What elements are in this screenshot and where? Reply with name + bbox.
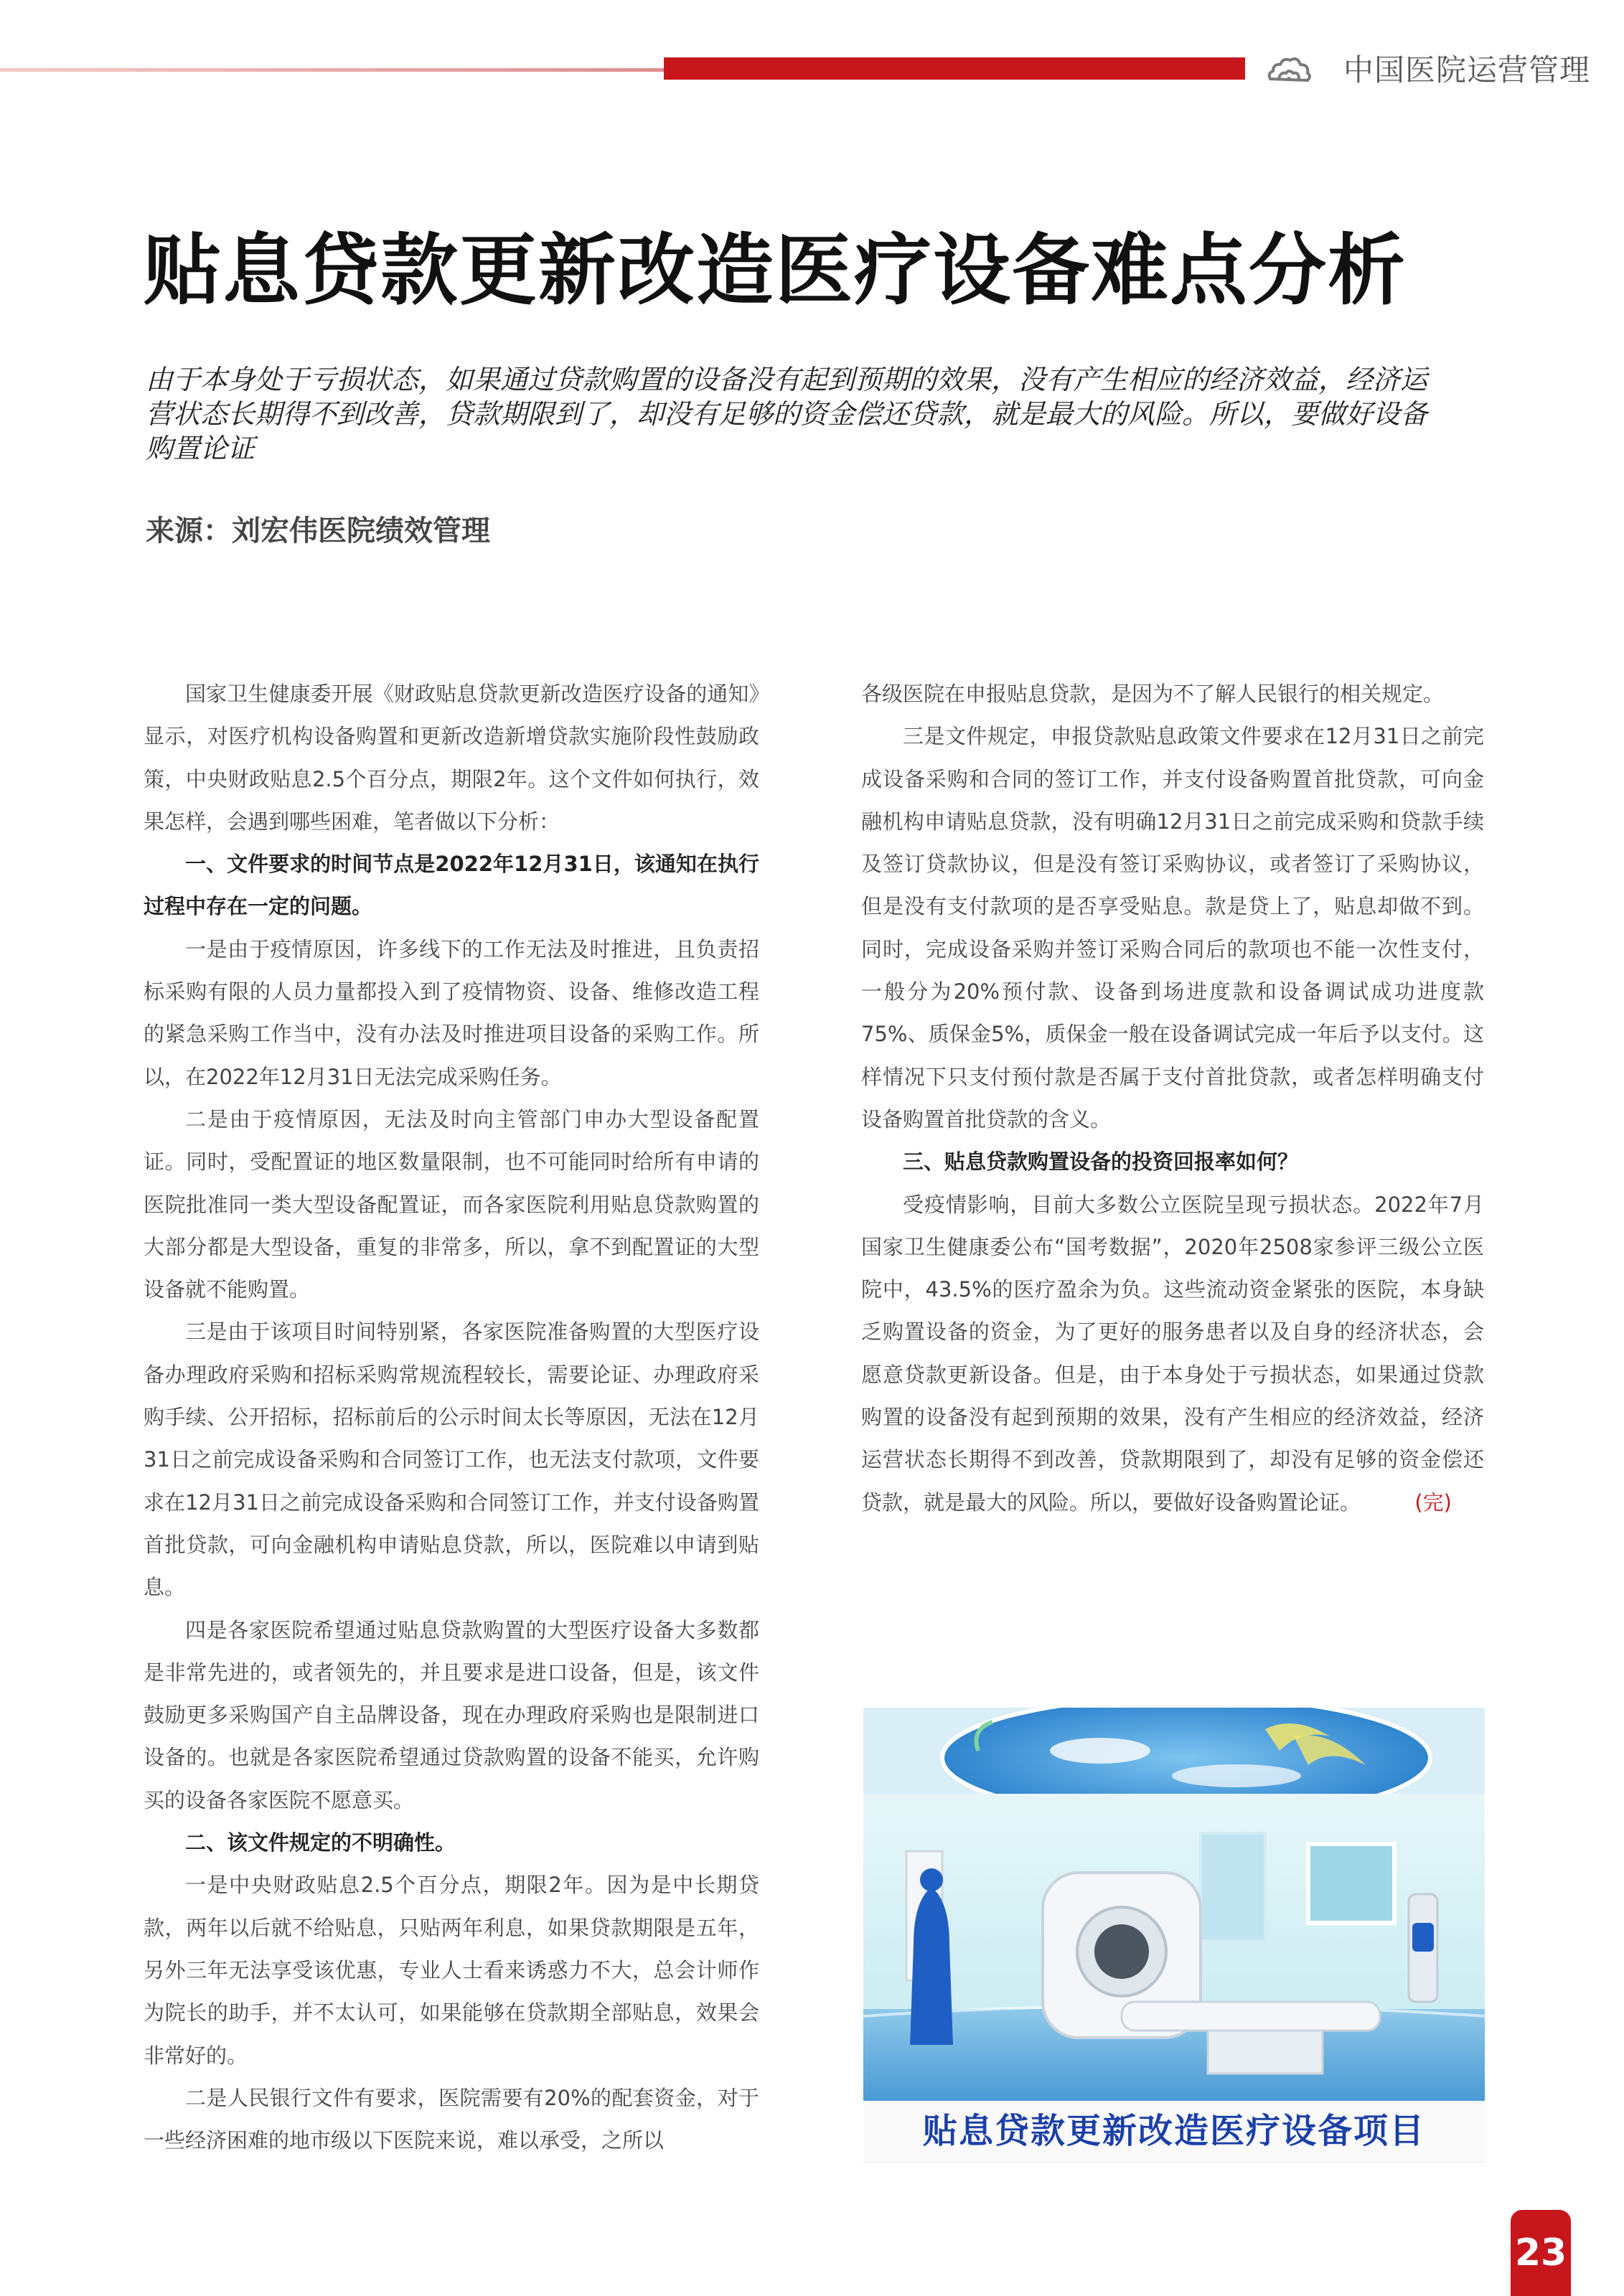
article-source: 来源：刘宏伟医院绩效管理 (146, 514, 490, 547)
end-mark: (完) (1414, 1490, 1452, 1515)
body-column-left (144, 673, 759, 2162)
body-paragraph: 二是人民银行文件有要求，医院需要有20%的配套资金，对于一些经济困难的地市级以下医院来说，难以承受，之所以 (144, 2085, 759, 2153)
header-rule-thin (0, 68, 664, 72)
body-paragraph: 一是由于疫情原因，许多线下的工作无法及时推进，且负责招标采购有限的人员力量都投入到了疫情物资、设备、维修改造工程的紧急采购工作当中，没有办法及时推进项目设备的采购工作。所以，在2022年12月31日无法完成采购任务。 (144, 936, 759, 1089)
body-column-right (861, 673, 1484, 1524)
journal-logo-icon (1264, 52, 1313, 86)
body-paragraph-text: 受疫情影响，目前大多数公立医院呈现亏损状态。2022年7月国家卫生健康委公布“国考数据”，2020年2508家参评三级公立医院中，43.5%的医疗盈余为负。这些流动资金紧张的医院，本身缺乏购置设备的资金，为了更好的服务患者以及自身的经济状态，会愿意贷款更新设备。但是，由于本身处于亏损状态，如果通过贷款购置的设备没有起到预期的效果，没有产生相应的经济效益，经济运营状态长期得不到改善，贷款期限到了，却没有足够的资金偿还贷款，就是最大的风险。所以，要做好设备购置论证。 (861, 1192, 1484, 1515)
article-title: 贴息贷款更新改造医疗设备难点分析 (144, 226, 1407, 316)
ct-room-photo (863, 1708, 1485, 2101)
body-paragraph: 二是由于疫情原因，无法及时向主管部门申办大型设备配置证。同时，受配置证的地区数量限制，也不可能同时给所有申请的医院批准同一类大型设备配置证，而各家医院利用贴息贷款购置的大部分都是大型设备，重复的非常多，所以，拿不到配置证的大型设备就不能购置。 (144, 1106, 759, 1302)
body-paragraph: 国家卫生健康委开展《财政贴息贷款更新改造医疗设备的通知》显示，对医疗机构设备购置和更新改造新增贷款实施阶段性鼓励政策，中央财政贴息2.5个百分点，期限2年。这个文件如何执行，效果怎样，会遇到哪些困难，笔者做以下分析： (144, 682, 759, 834)
section-heading: 二、该文件规定的不明确性。 (185, 1830, 456, 1855)
figure-caption-band (863, 2101, 1485, 2163)
article-lead: 由于本身处于亏损状态，如果通过贷款购置的设备没有起到预期的效果，没有产生相应的经济效益，经济运营状态长期得不到改善，贷款期限到了，却没有足够的资金偿还贷款，就是最大的风险。所以，要做好设备购置论证 (146, 364, 1428, 464)
body-paragraph (861, 1184, 1484, 1524)
header-rule-red (664, 57, 1245, 80)
body-paragraph: 三是文件规定，申报贷款贴息政策文件要求在12月31日之前完成设备采购和合同的签订工作，并支付设备购置首批贷款，可向金融机构申请贴息贷款，没有明确12月31日之前完成采购和贷款手续及签订贷款协议，但是没有签订采购协议，或者签订了采购协议，但是没有支付款项的是否享受贴息。款是贷上了，贴息却做不到。同时，完成设备采购并签订采购合同后的款项也不能一次性支付，一般分为20%预付款、设备到场进度款和设备调试成功进度款75%、质保金5%，质保金一般在设备调试完成一年后予以支付。这样情况下只支付预付款是否属于支付首批贷款，或者怎样明确支付设备购置首批贷款的含义。 (861, 724, 1484, 1131)
body-paragraph: 四是各家医院希望通过贴息贷款购置的大型医疗设备大多数都是非常先进的，或者领先的，并且要求是进口设备，但是，该文件鼓励更多采购国产自主品牌设备，现在办理政府采购也是限制进口设备的。也就是各家医院希望通过贷款购置的设备不能买，允许购买的设备各家医院不愿意买。 (144, 1617, 759, 1812)
journal-name: 中国医院运营管理 (1343, 52, 1591, 88)
body-paragraph: 三是由于该项目时间特别紧，各家医院准备购置的大型医疗设备办理政府采购和招标采购常规流程较长，需要论证、办理政府采购手续、公开招标，招标前后的公示时间太长等原因，无法在12月31日之前完成设备采购和合同签订工作，也无法支付款项，文件要求在12月31日之前完成设备采购和合同签订工作，并支付设备购置首批贷款，可向金融机构申请贴息贷款，所以，医院难以申请到贴息。 (144, 1319, 759, 1600)
page-number: 23 (1514, 2231, 1567, 2274)
section-heading: 三、贴息贷款购置设备的投资回报率如何？ (903, 1149, 1299, 1175)
section-heading: 一、文件要求的时间节点是2022年12月31日，该通知在执行过程中存在一定的问题。 (144, 852, 759, 919)
body-paragraph: 一是中央财政贴息2.5个百分点，期限2年。因为是中长期贷款，两年以后就不给贴息，只贴两年利息，如果贷款期限是五年，另外三年无法享受该优惠，专业人士看来诱惑力不大，总会计师作为院长的助手，并不太认可，如果能够在贷款期全部贴息，效果会非常好的。 (144, 1873, 759, 2068)
body-paragraph: 各级医院在申报贴息贷款，是因为不了解人民银行的相关规定。 (861, 682, 1445, 706)
page-number-tab (1511, 2210, 1571, 2296)
figure-caption: 贴息贷款更新改造医疗设备项目 (922, 2111, 1425, 2151)
